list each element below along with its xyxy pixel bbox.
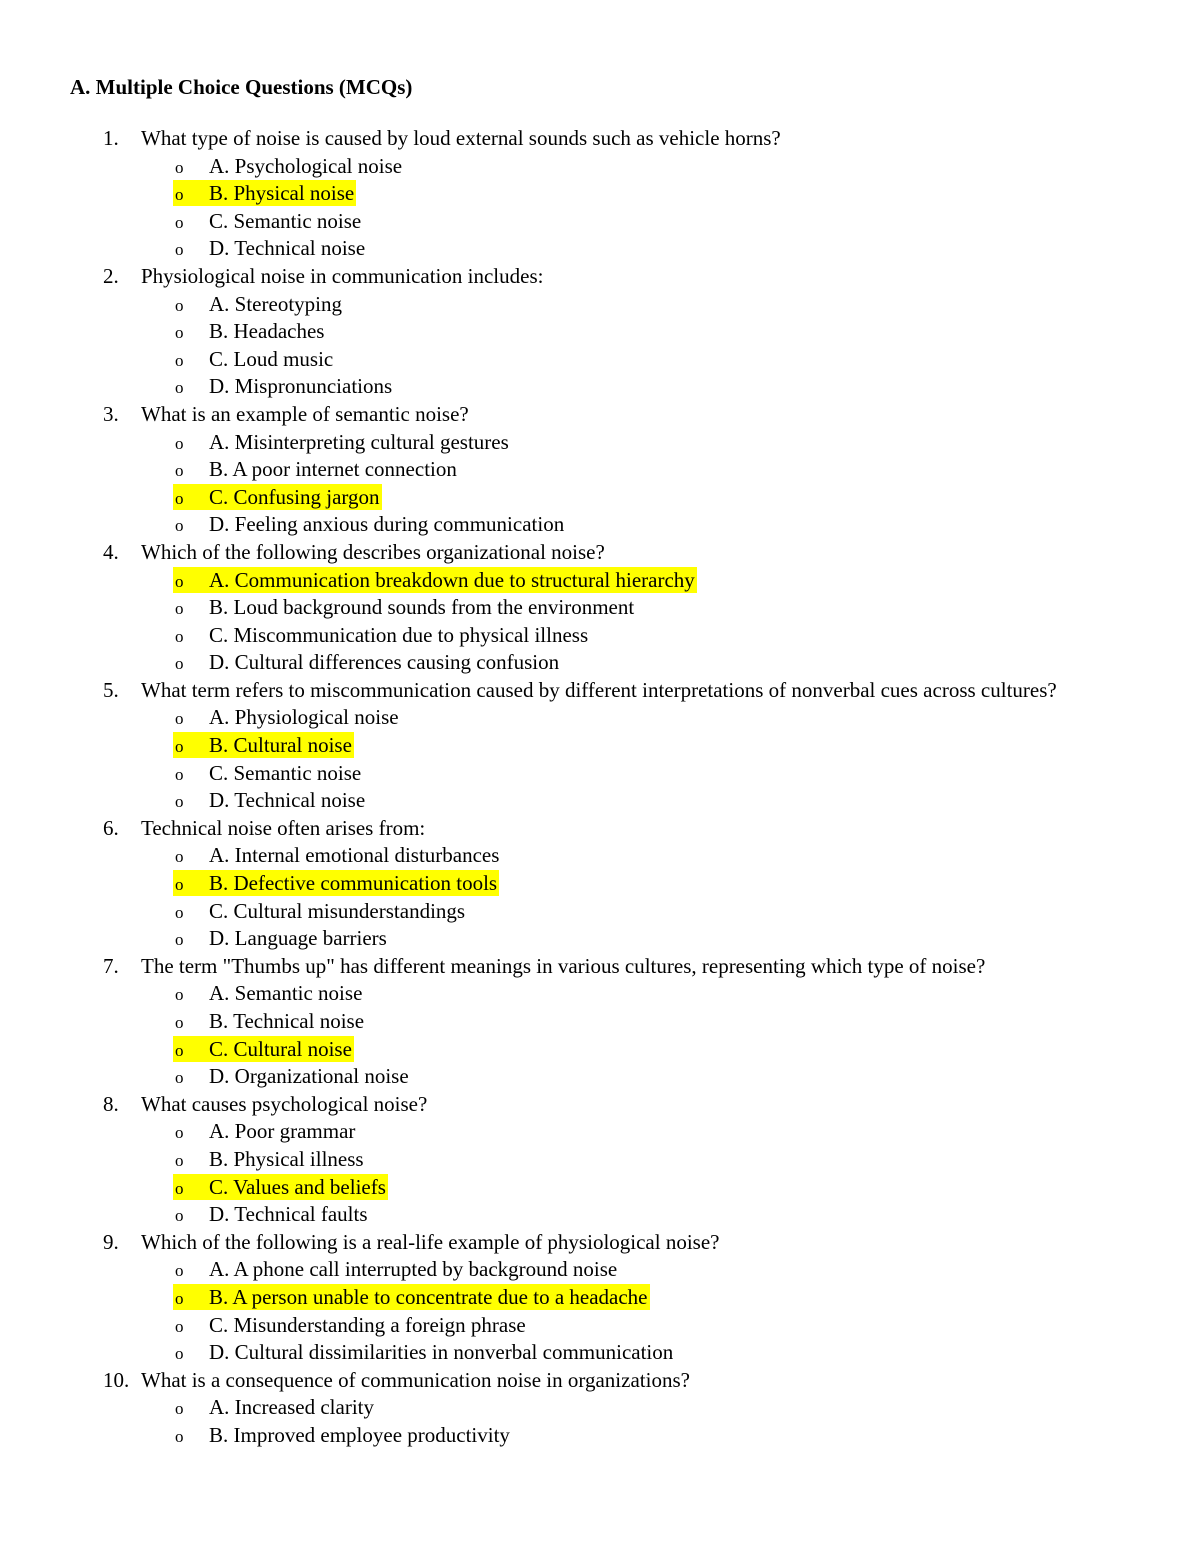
bullet-icon: o — [175, 737, 184, 757]
option-row — [0, 373, 1200, 401]
option-row — [0, 346, 1200, 374]
answer-option — [173, 1256, 619, 1282]
answer-option — [173, 291, 344, 317]
question-number: 2. — [103, 263, 119, 288]
bullet-icon: o — [175, 764, 184, 784]
option-text: C. Confusing jargon — [209, 484, 380, 509]
question-item — [0, 815, 1101, 843]
option-row — [0, 429, 1200, 457]
option-text: B. Improved employee productivity — [209, 1422, 510, 1447]
option-text: A. Misinterpreting cultural gestures — [209, 429, 509, 454]
option-text: D. Cultural dissimilarities in nonverbal communication — [209, 1340, 674, 1365]
question-number: 4. — [103, 539, 119, 564]
bullet-icon: o — [175, 599, 184, 619]
option-row — [0, 511, 1200, 539]
bullet-icon: o — [175, 433, 184, 453]
question-text: What is an example of semantic noise? — [141, 401, 469, 426]
option-text: B. A poor internet connection — [209, 457, 457, 482]
question-item — [0, 953, 1101, 981]
option-row — [0, 732, 1200, 760]
answer-option — [173, 760, 363, 786]
option-row — [0, 180, 1200, 208]
question-item — [0, 125, 1101, 153]
option-row — [0, 1394, 1200, 1422]
question-text: What causes psychological noise? — [141, 1091, 428, 1116]
option-text: A. Semantic noise — [209, 981, 363, 1006]
option-text: A. Physiological noise — [209, 705, 399, 730]
bullet-icon: o — [175, 626, 184, 646]
answer-option — [173, 622, 590, 648]
option-row — [0, 842, 1200, 870]
highlighted-answer-option — [173, 180, 356, 206]
answer-option — [173, 1146, 366, 1172]
question-text: Which of the following describes organizational noise? — [141, 539, 605, 564]
option-text: D. Technical noise — [209, 236, 366, 261]
bullet-icon: o — [175, 1316, 184, 1336]
option-text: B. Loud background sounds from the environment — [209, 595, 635, 620]
bullet-icon: o — [175, 1399, 184, 1419]
question-number: 1. — [103, 126, 119, 150]
bullet-icon: o — [175, 461, 184, 481]
question-number: 5. — [103, 677, 119, 702]
question-item — [0, 1367, 1101, 1395]
bullet-icon: o — [175, 1068, 184, 1088]
option-text: D. Language barriers — [209, 926, 387, 951]
answer-option — [173, 704, 401, 730]
highlighted-answer-option — [173, 567, 697, 593]
question-text: What is a consequence of communication noise in organizations? — [141, 1367, 690, 1392]
question-item — [0, 677, 1101, 705]
question-number: 8. — [103, 1091, 119, 1116]
highlighted-answer-option — [173, 1174, 388, 1200]
option-text: D. Cultural differences causing confusion — [209, 650, 560, 675]
bullet-icon: o — [175, 378, 184, 398]
bullet-icon: o — [175, 295, 184, 315]
option-text: D. Technical noise — [209, 788, 366, 813]
option-text: D. Mispronunciations — [209, 374, 393, 399]
bullet-icon: o — [175, 516, 184, 536]
question-number: 9. — [103, 1229, 119, 1254]
answer-option — [173, 153, 404, 179]
bullet-icon: o — [175, 1123, 184, 1143]
option-row — [0, 567, 1200, 595]
option-text: C. Cultural noise — [209, 1036, 352, 1061]
highlighted-answer-option — [173, 870, 499, 896]
bullet-icon: o — [175, 792, 184, 812]
bullet-icon: o — [175, 185, 184, 205]
option-row — [0, 1201, 1200, 1229]
answer-option — [173, 1201, 370, 1227]
bullet-icon: o — [175, 902, 184, 922]
highlighted-answer-option — [173, 1284, 650, 1310]
option-row — [0, 1063, 1200, 1091]
bullet-icon: o — [175, 212, 184, 232]
option-row — [0, 1312, 1200, 1340]
question-item — [0, 1091, 1101, 1119]
option-text: A. Stereotyping — [209, 291, 342, 316]
bullet-icon: o — [175, 654, 184, 674]
bullet-icon: o — [175, 350, 184, 370]
bullet-icon: o — [175, 709, 184, 729]
bullet-icon: o — [175, 1206, 184, 1226]
bullet-icon: o — [175, 240, 184, 260]
bullet-icon: o — [175, 847, 184, 867]
answer-option — [173, 842, 501, 868]
answer-option — [173, 373, 394, 399]
answer-option — [173, 1394, 376, 1420]
answer-option — [173, 318, 326, 344]
question-item — [0, 1229, 1101, 1257]
answer-option — [173, 1118, 357, 1144]
bullet-icon: o — [175, 1040, 184, 1060]
answer-option — [173, 429, 511, 455]
question-text: Which of the following is a real-life example of physiological noise? — [141, 1229, 720, 1254]
option-text: D. Technical faults — [209, 1202, 368, 1227]
bullet-icon: o — [175, 1288, 184, 1308]
option-row — [0, 235, 1200, 263]
option-text: A. Increased clarity — [209, 1395, 374, 1420]
option-text: B. Defective communication tools — [209, 871, 498, 896]
option-text: B. Physical illness — [209, 1146, 364, 1171]
option-row — [0, 291, 1200, 319]
option-text: B. Technical noise — [209, 1009, 365, 1033]
option-text: D. Organizational noise — [209, 1064, 409, 1089]
option-row — [0, 1339, 1200, 1367]
option-text: B. Headaches — [209, 319, 325, 344]
option-row — [0, 1118, 1200, 1146]
bullet-icon: o — [175, 1150, 184, 1170]
question-item — [0, 263, 1101, 291]
option-row — [0, 898, 1200, 926]
option-text: A. A phone call interrupted by background noise — [209, 1257, 618, 1282]
bullet-icon: o — [175, 488, 184, 508]
answer-option — [173, 1339, 675, 1365]
option-text: C. Cultural misunderstandings — [209, 898, 466, 923]
option-row — [0, 1036, 1200, 1064]
option-row — [0, 594, 1200, 622]
option-text: A. Internal emotional disturbances — [209, 843, 500, 868]
option-text: B. Physical noise — [209, 181, 355, 206]
option-row — [0, 1146, 1200, 1174]
option-row — [0, 704, 1200, 732]
bullet-icon: o — [175, 930, 184, 950]
bullet-icon: o — [175, 571, 184, 591]
bullet-icon: o — [175, 1013, 184, 1032]
question-number: 7. — [103, 953, 119, 978]
answer-option — [173, 1312, 528, 1338]
bullet-icon: o — [175, 157, 184, 177]
question-text: Physiological noise in communication includes: — [141, 263, 544, 288]
highlighted-answer-option — [173, 1036, 354, 1062]
option-text: C. Miscommunication due to physical illness — [209, 622, 589, 647]
option-text: A. Communication breakdown due to structural hierarchy — [209, 567, 695, 592]
question-list — [0, 125, 1200, 1450]
question-item — [0, 539, 1101, 567]
option-row — [0, 870, 1200, 898]
answer-option — [173, 1008, 366, 1034]
option-row — [0, 649, 1200, 677]
answer-option — [173, 787, 367, 813]
question-text: The term "Thumbs up" has different meanings in various cultures, representing which type of noise? — [141, 953, 986, 978]
question-item — [0, 401, 1101, 429]
answer-option — [173, 346, 335, 372]
option-row — [0, 318, 1200, 346]
answer-option — [173, 649, 561, 675]
bullet-icon: o — [175, 875, 184, 895]
option-row — [0, 1174, 1200, 1202]
answer-option — [173, 456, 459, 482]
option-row — [0, 980, 1200, 1008]
answer-option — [173, 980, 364, 1006]
question-text: What type of noise is caused by loud external sounds such as vehicle horns? — [141, 126, 781, 150]
option-text: C. Loud music — [209, 346, 334, 371]
highlighted-answer-option — [173, 484, 382, 510]
question-text: Technical noise often arises from: — [141, 815, 426, 840]
option-text: B. Cultural noise — [209, 733, 352, 758]
option-row — [0, 760, 1200, 788]
bullet-icon: o — [175, 323, 184, 343]
question-number: 10. — [103, 1367, 130, 1392]
bullet-icon: o — [175, 1344, 184, 1364]
option-row — [0, 456, 1200, 484]
answer-option — [173, 1063, 411, 1089]
option-text: D. Feeling anxious during communication — [209, 512, 565, 537]
option-row — [0, 622, 1200, 650]
option-row — [0, 1422, 1200, 1450]
option-row — [0, 153, 1200, 181]
question-number: 6. — [103, 815, 119, 840]
option-row — [0, 1284, 1200, 1312]
option-row — [0, 925, 1200, 953]
answer-option — [173, 511, 566, 537]
option-text: A. Psychological noise — [209, 153, 403, 178]
option-text: C. Misunderstanding a foreign phrase — [209, 1312, 526, 1337]
bullet-icon: o — [175, 1426, 184, 1446]
option-row — [0, 484, 1200, 512]
answer-option — [173, 594, 636, 620]
question-text: What term refers to miscommunication caused by different interpretations of nonverbal cues across cultures? — [141, 677, 1057, 702]
question-number: 3. — [103, 401, 119, 426]
option-text: C. Semantic noise — [209, 760, 362, 785]
option-text: B. A person unable to concentrate due to a headache — [209, 1284, 648, 1309]
highlighted-answer-option — [173, 732, 354, 758]
option-text: A. Poor grammar — [209, 1119, 356, 1144]
option-row — [0, 787, 1200, 815]
answer-option — [173, 898, 467, 924]
option-row — [0, 1256, 1200, 1284]
option-row — [0, 208, 1200, 236]
answer-option — [173, 208, 363, 234]
option-row — [0, 1008, 1200, 1036]
section-heading: A. Multiple Choice Questions (MCQs) — [70, 75, 413, 99]
answer-option — [173, 235, 367, 261]
answer-option — [173, 925, 389, 951]
answer-option — [173, 1422, 512, 1448]
bullet-icon: o — [175, 1178, 184, 1198]
bullet-icon: o — [175, 985, 184, 1005]
option-text: C. Values and beliefs — [209, 1174, 386, 1199]
option-text: C. Semantic noise — [209, 208, 362, 233]
bullet-icon: o — [175, 1261, 184, 1281]
